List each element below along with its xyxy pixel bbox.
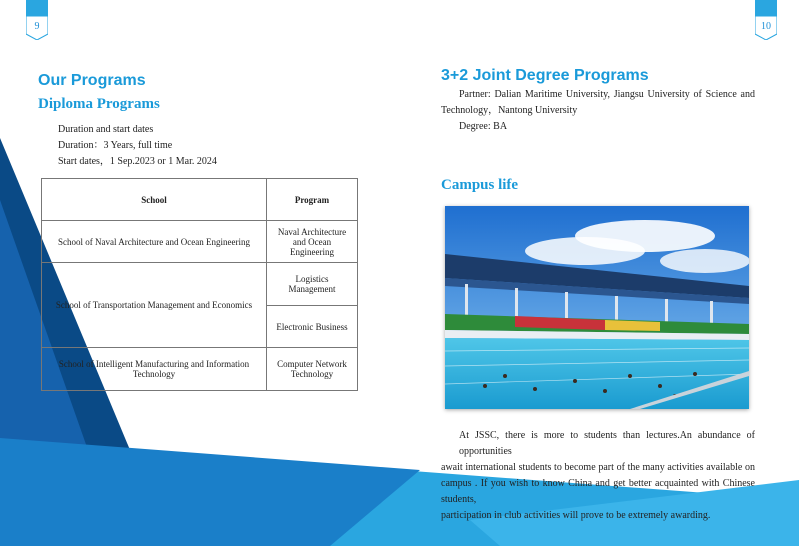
campus-pool-photo	[445, 206, 749, 409]
page-heading-our-programs: Our Programs	[38, 72, 146, 89]
partner-line: Partner: Dalian Maritime University, Jiangsu University of Science and	[459, 89, 755, 100]
partner-line: Technology，Nantong University	[441, 105, 578, 116]
header-school: School	[42, 179, 267, 221]
tab-shape	[755, 0, 777, 40]
programs-table	[41, 178, 358, 391]
paragraph-line: At JSSC, there is more to students than lectures.An abundance of opportunities	[459, 430, 755, 457]
table-row	[42, 263, 358, 306]
campus-life-paragraph	[441, 428, 755, 524]
heading-campus-life: Campus life	[441, 177, 519, 193]
school-cell: School of Transportation Management and Economics	[42, 263, 267, 348]
info-line: Duration：3 Years, full time	[58, 140, 173, 151]
heading-joint-degree: 3+2 Joint Degree Programs	[441, 67, 649, 84]
program-cell: Naval Architecture and Ocean Engineering	[267, 221, 358, 263]
table-header-row	[42, 179, 358, 221]
subheading-diploma-programs: Diploma Programs	[38, 96, 160, 112]
program-cell: Logistics Management	[267, 263, 358, 306]
paragraph-line: await international students to become part of the many activities available on	[441, 462, 755, 473]
table-row	[42, 348, 358, 391]
degree-line: Degree: BA	[459, 121, 508, 132]
header-program: Program	[267, 179, 358, 221]
page-number-tab-left	[26, 0, 48, 40]
page-number-left: 9	[34, 21, 40, 32]
paragraph-line: campus . If you wish to know China and get better acquainted with Chinese students,	[441, 478, 755, 505]
page-number-tab-right	[755, 0, 777, 40]
school-cell: School of Naval Architecture and Ocean Engineering	[42, 221, 267, 263]
school-cell: School of Intelligent Manufacturing and Information Technology	[42, 348, 267, 391]
program-cell: Electronic Business	[267, 306, 358, 348]
paragraph-line: participation in club activities will prove to be extremely awarding.	[441, 510, 711, 521]
page-number-right: 10	[761, 21, 771, 32]
table-row	[42, 221, 358, 263]
info-line: Duration and start dates	[58, 124, 154, 135]
info-line: Start dates，1 Sep.2023 or 1 Mar. 2024	[58, 156, 217, 167]
program-cell: Computer Network Technology	[267, 348, 358, 391]
tab-shape	[26, 0, 48, 40]
duration-info	[58, 122, 217, 170]
partner-info	[441, 87, 755, 135]
